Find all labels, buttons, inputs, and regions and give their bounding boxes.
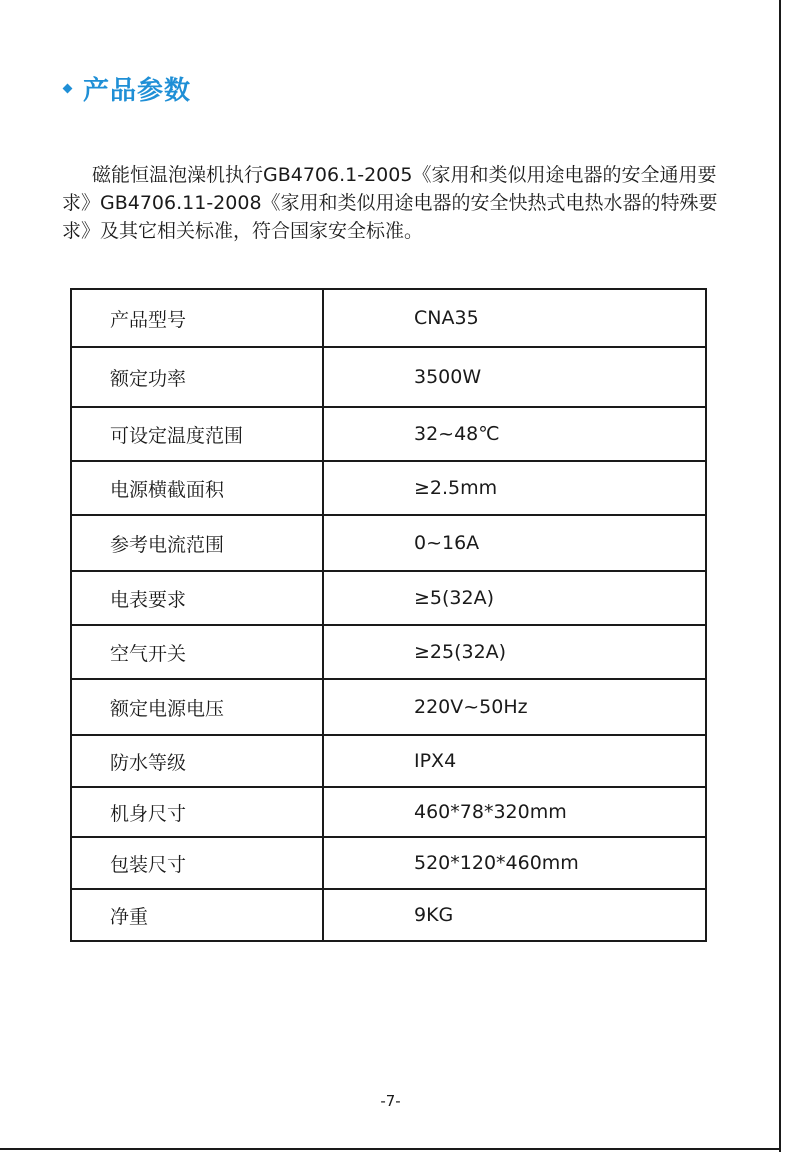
spec-row bbox=[71, 735, 706, 787]
spec-row bbox=[71, 571, 706, 625]
spec-value: 460*78*320mm bbox=[323, 787, 706, 837]
spec-row bbox=[71, 407, 706, 461]
spec-key: 净重 bbox=[71, 889, 323, 941]
spec-key: 电源横截面积 bbox=[71, 461, 323, 515]
spec-key: 参考电流范围 bbox=[71, 515, 323, 571]
spec-value: 0~16A bbox=[323, 515, 706, 571]
diamond-bullet-icon bbox=[63, 83, 73, 93]
spec-value: 520*120*460mm bbox=[323, 837, 706, 889]
spec-key: 电表要求 bbox=[71, 571, 323, 625]
spec-key: 机身尺寸 bbox=[71, 787, 323, 837]
spec-key: 产品型号 bbox=[71, 289, 323, 347]
spec-row bbox=[71, 837, 706, 889]
spec-value: CNA35 bbox=[323, 289, 706, 347]
spec-row bbox=[71, 289, 706, 347]
intro-paragraph: 磁能恒温泡澡机执行GB4706.1-2005《家用和类似用途电器的安全通用要求》GB4706.11-2008《家用和类似用途电器的安全快热式电热水器的特殊要求》及其它相关标准，符合国家安全标准。 bbox=[62, 164, 718, 242]
spec-value: 9KG bbox=[323, 889, 706, 941]
spec-row bbox=[71, 787, 706, 837]
spec-key: 额定电源电压 bbox=[71, 679, 323, 735]
page-border-right bbox=[779, 0, 781, 1152]
spec-value: ≥2.5mm bbox=[323, 461, 706, 515]
spec-key: 空气开关 bbox=[71, 625, 323, 679]
spec-key: 防水等级 bbox=[71, 735, 323, 787]
spec-value: 3500W bbox=[323, 347, 706, 407]
spec-value: ≥5(32A) bbox=[323, 571, 706, 625]
section-title: 产品参数 bbox=[83, 75, 192, 106]
section-heading bbox=[64, 70, 191, 106]
spec-row bbox=[71, 461, 706, 515]
spec-key: 额定功率 bbox=[71, 347, 323, 407]
spec-value: 32~48℃ bbox=[323, 407, 706, 461]
spec-row bbox=[71, 347, 706, 407]
spec-table bbox=[70, 288, 707, 942]
page-border-bottom bbox=[0, 1148, 781, 1150]
spec-row bbox=[71, 625, 706, 679]
spec-row bbox=[71, 679, 706, 735]
page-number: -7- bbox=[380, 1092, 401, 1110]
spec-value: IPX4 bbox=[323, 735, 706, 787]
spec-row bbox=[71, 889, 706, 941]
spec-value: 220V~50Hz bbox=[323, 679, 706, 735]
spec-value: ≥25(32A) bbox=[323, 625, 706, 679]
spec-key: 可设定温度范围 bbox=[71, 407, 323, 461]
spec-row bbox=[71, 515, 706, 571]
spec-key: 包装尺寸 bbox=[71, 837, 323, 889]
